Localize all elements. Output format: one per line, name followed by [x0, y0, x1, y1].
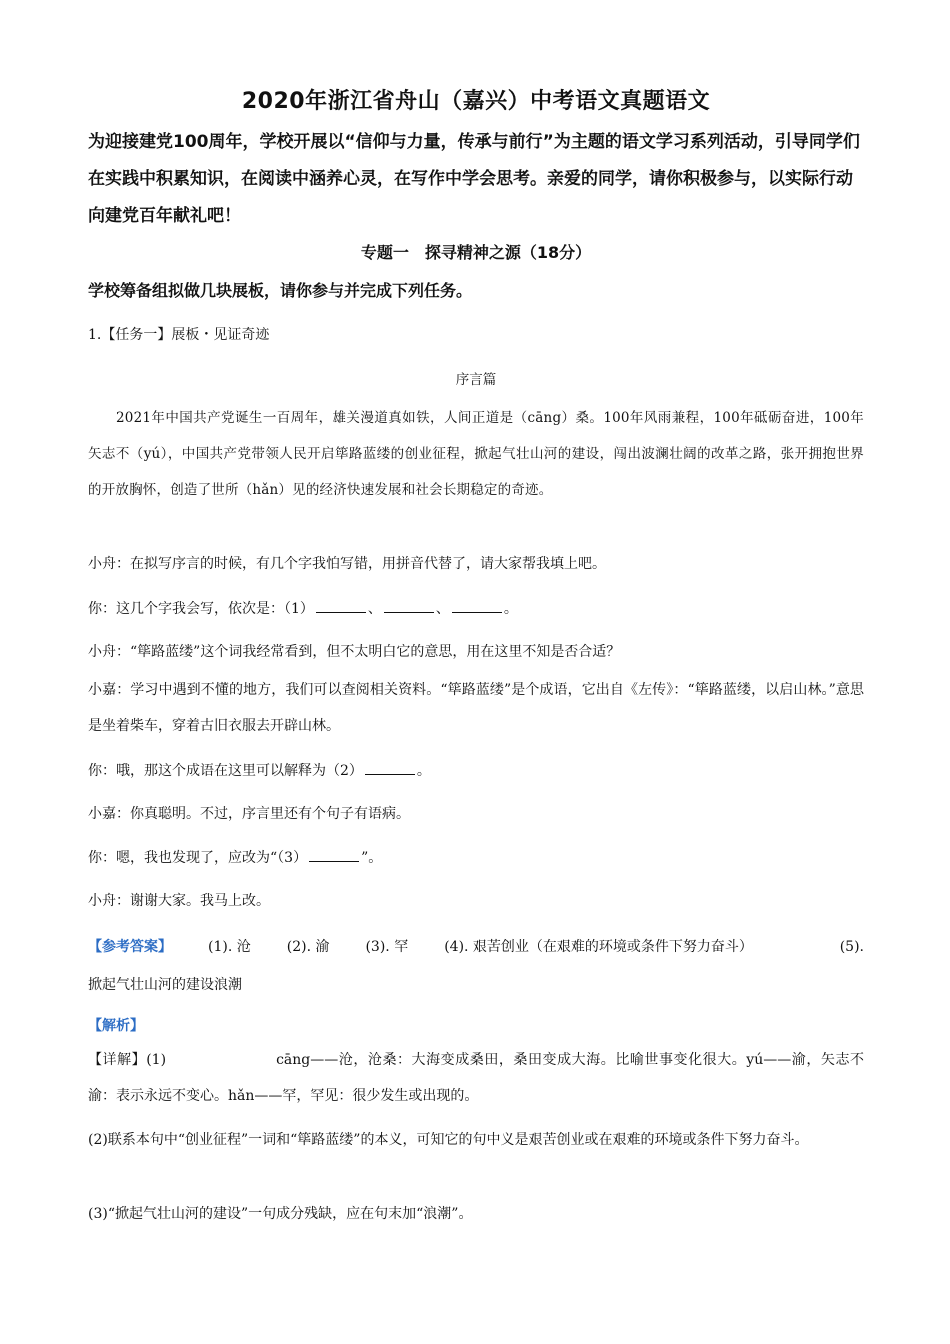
dialogue-line-6: 小嘉：你真聪明。不过，序言里还有个句子有语病。 [88, 806, 410, 822]
answer-item: (2). 渝 [286, 939, 330, 955]
answer-item: (4). 艰苦创业（在艰难的环境或条件下努力奋斗） [444, 939, 753, 955]
topic-heading: 专题一 探寻精神之源（18分） [360, 243, 592, 262]
passage-text: 2021年中国共产党诞生一百周年，雄关漫道真如铁，人间正道是（cāng）桑。100年风雨兼程，100年砥砺奋进，100年矢志不（yú），中国共产党带领人民开启筚路蓝缕的创业征程，掀起气壮山河的建设，闯出波澜壮阔的改革之路，张开拥抱世界的开放胸怀，创造了世所（hǎn）见的经济快速发展和社会长期稳定的奇迹。 [88, 410, 864, 498]
analysis-heading [88, 1015, 144, 1035]
end-mark: 。 [503, 601, 518, 617]
answer-continuation: 掀起气壮山河的建设浪潮 [88, 977, 242, 993]
analysis-detail-3: (3)“掀起气壮山河的建设”一句成分残缺，应在句末加“浪潮”。 [88, 1206, 473, 1222]
reference-answer [88, 928, 864, 1004]
analysis-detail-1 [88, 1042, 864, 1114]
dialogue-line-5 [88, 760, 431, 780]
answer-item: (5). [839, 939, 864, 955]
blank-5[interactable] [309, 847, 359, 862]
blank-4[interactable] [365, 760, 415, 775]
answer-label: 【参考答案】 [88, 939, 172, 955]
detail-label: 【详解】(1) [88, 1052, 167, 1068]
question-header: 1.【任务一】展板・见证奇迹 [88, 327, 270, 343]
page-title: 2020年浙江省舟山（嘉兴）中考语文真题语文 [241, 89, 711, 114]
blank-3[interactable] [452, 598, 502, 613]
dialogue-line-1: 小舟：在拟写序言的时候，有几个字我怕写错，用拼音代替了，请大家帮我填上吧。 [88, 556, 606, 572]
dialogue-line-3: 小舟：“筚路蓝缕”这个词我经常看到，但不太明白它的意思，用在这里不知是否合适？ [88, 644, 621, 660]
dialogue-text: 你：这几个字我会写，依次是：（1） [88, 601, 314, 617]
end-mark: ”。 [361, 850, 383, 866]
dialogue-line-4: 小嘉：学习中遇到不懂的地方，我们可以查阅相关资料。“筚路蓝缕”是个成语，它出自《左传》：“筚路蓝缕，以启山林。”意思是坐着柴车，穿着古旧衣服去开辟山林。 [88, 682, 864, 734]
dialogue-line-8: 小舟：谢谢大家。我马上改。 [88, 893, 270, 909]
separator: 、 [367, 601, 382, 617]
detail-text: cāng——沧，沧桑：大海变成桑田，桑田变成大海。比喻世事变化很大。yú——渝，矢志不渝：表示永远不变心。hǎn——罕，罕见：很少发生或出现的。 [88, 1052, 864, 1104]
intro-paragraph: 为迎接建党100周年，学校开展以“信仰与力量，传承与前行”为主题的语文学习系列活动，引导同学们在实践中积累知识，在阅读中涵养心灵，在写作中学会思考。亲爱的同学，请你积极参与，以实际行动向建党百年献礼吧！ [88, 132, 860, 226]
task-intro: 学校筹备组拟做几块展板，请你参与并完成下列任务。 [88, 281, 473, 300]
end-mark: 。 [416, 763, 431, 779]
blank-2[interactable] [384, 598, 434, 613]
answer-item: (3). 罕 [365, 939, 409, 955]
dialogue-line-2 [88, 598, 518, 618]
blank-1[interactable] [316, 598, 366, 613]
analysis-detail-2: (2)联系本句中“创业征程”一词和“筚路蓝缕”的本义，可知它的句中义是艰苦创业或在艰难的环境或条件下努力奋斗。 [88, 1132, 809, 1148]
separator: 、 [435, 601, 450, 617]
answer-item: (1). 沧 [208, 939, 251, 955]
dialogue-text: 你：哦，那这个成语在这里可以解释为（2） [88, 763, 363, 779]
passage-title: 序言篇 [455, 372, 497, 388]
dialogue-text: 你：嗯，我也发现了，应改为“（3） [88, 850, 308, 866]
dialogue-line-7 [88, 847, 382, 867]
analysis-label: 【解析】 [88, 1018, 144, 1034]
